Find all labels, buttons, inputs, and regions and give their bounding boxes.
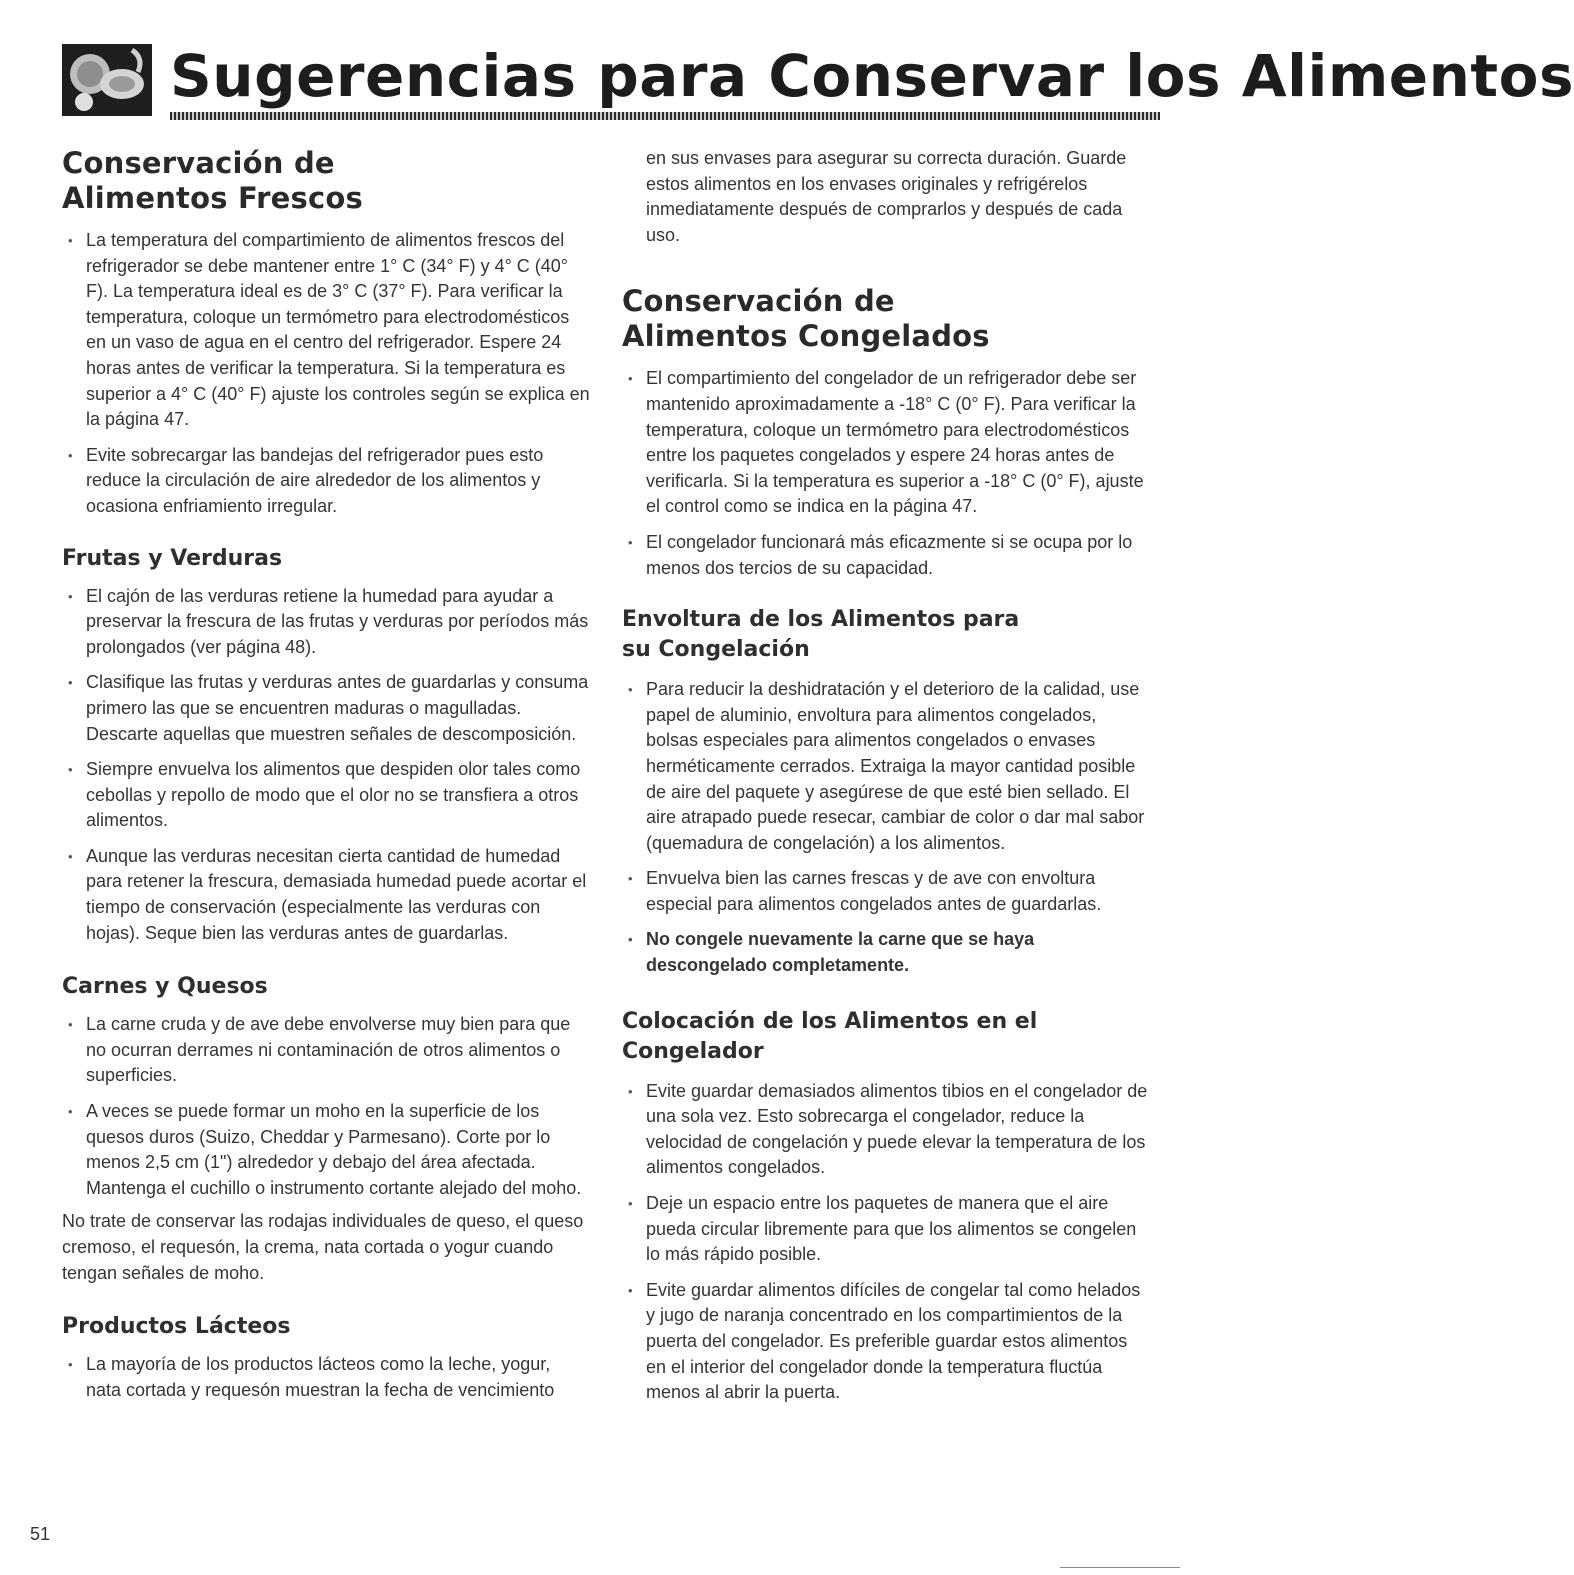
list-item: • Aunque las verduras necesitan cierta cantidad de humedad para retener la frescura, demasiada humedad puede acortar el tiempo de conservación (especialmente las verduras con hojas). Seque bien las verduras antes de guardarlas. — [62, 844, 590, 946]
list-item: • Evite guardar demasiados alimentos tibios en el congelador de una sola vez. Esto sobrecarga el congelador, reduce la velocidad de congelación y puede elevar la temperatura de los alimentos congelados. — [622, 1079, 1152, 1181]
list-item: • Deje un espacio entre los paquetes de manera que el aire pueda circular libremente para que los alimentos se congelen lo más rápido posible. — [622, 1191, 1152, 1268]
page-number: 51 — [30, 1524, 51, 1544]
list-item: • El congelador funcionará más eficazmente si se ocupa por lo menos dos tercios de su capacidad. — [622, 530, 1152, 581]
right-column — [622, 146, 1152, 1406]
list-item: • A veces se puede formar un moho en la superficie de los quesos duros (Suizo, Cheddar y Parmesano). Corte por lo menos 2,5 cm (1") alrededor y debajo del área afectada. Mantenga el cuchillo o instrumento cortante alejado del moho. — [62, 1099, 590, 1201]
list-item: • Envuelva bien las carnes frescas y de ave con envoltura especial para alimentos congelados antes de guardarlas. — [622, 866, 1152, 917]
list-item: • Evite sobrecargar las bandejas del refrigerador pues esto reduce la circulación de aire alrededor de los alimentos y ocasiona enfriamiento irregular. — [62, 443, 590, 520]
list-item: • Para reducir la deshidratación y el deterioro de la calidad, use papel de aluminio, envoltura para alimentos congelados, bolsas especiales para alimentos congelados o envases herméticamente cerrados. Extraiga la mayor cantidad posible de aire del paquete y asegúrese de que esté bien sellado. El aire atrapado puede resecar, cambiar de color o dar mal sabor (quemadura de congelación) a los alimentos. — [622, 677, 1152, 856]
heading-dairy-products: Productos Lácteos — [62, 1314, 291, 1340]
fruits-vegetables-list — [62, 584, 590, 947]
list-item: • La temperatura del compartimiento de alimentos frescos del refrigerador se debe mantener entre 1° C (34° F) y 4° C (40° F). La temperatura ideal es de 3° C (37° F). Para verificar la temperatura, coloque un termómetro para electrodomésticos en un vaso de agua en el centro del refrigerador. Espere 24 horas antes de verificar la temperatura. Si la temperatura es superior a 4° C (40° F) ajuste los controles según se explica en la página 47. — [62, 228, 590, 433]
list-item: • Siempre envuelva los alimentos que despiden olor tales como cebollas y repollo de modo que el olor no se transfiera a otros alimentos. — [62, 757, 590, 834]
freezer-placement-list — [622, 1079, 1152, 1406]
heading-fruits-vegetables: Frutas y Verduras — [62, 545, 283, 571]
meats-cheeses-list — [62, 1012, 590, 1201]
list-item: • La mayoría de los productos lácteos como la leche, yogur, nata cortada y requesón muestran la fecha de vencimiento — [62, 1352, 590, 1403]
frozen-foods-list — [622, 366, 1152, 581]
footer-rule — [1060, 1567, 1180, 1568]
list-item: • La carne cruda y de ave debe envolverse muy bien para que no ocurran derrames ni contaminación de otros alimentos o superficies. — [62, 1012, 590, 1089]
food-photo-icon — [62, 44, 152, 116]
list-item: • Clasifique las frutas y verduras antes de guardarlas y consuma primero las que se encuentren maduras o magulladas. Descarte aquellas que muestren señales de descomposición. — [62, 670, 590, 747]
left-column — [62, 146, 590, 1403]
dairy-products-list — [62, 1352, 590, 1403]
list-item: • Evite guardar alimentos difíciles de congelar tal como helados y jugo de naranja concentrado en los compartimientos de la puerta del congelador. Es preferible guardar estos alimentos en el interior del congelador donde la temperatura fluctúa menos al abrir la puerta. — [622, 1278, 1152, 1406]
heading-fresh-foods: Conservación de Alimentos Frescos — [62, 146, 363, 215]
dairy-continuation-text: en sus envases para asegurar su correcta duración. Guarde estos alimentos en los envases originales y refrigérelos inmediatamente después de comprarlos y después de cada uso. — [646, 148, 1127, 245]
heading-wrapping-foods: Envoltura de los Alimentos para su Congelación — [622, 607, 1020, 663]
heading-freezer-placement: Colocación de los Alimentos en el Congelador — [622, 1008, 1038, 1064]
list-item: • El cajón de las verduras retiene la humedad para ayudar a preservar la frescura de las frutas y verduras por períodos más prolongados (ver página 48). — [62, 584, 590, 661]
page-header — [62, 40, 1574, 120]
title-underline — [170, 112, 1160, 120]
mold-warning-paragraph: No trate de conservar las rodajas individuales de queso, el queso cremoso, el requesón, la crema, nata cortada o yogur cuando tengan señales de moho. — [62, 1211, 584, 1283]
wrapping-foods-list — [622, 677, 1152, 979]
heading-frozen-foods: Conservación de Alimentos Congelados — [622, 284, 990, 354]
refreeze-warning: • No congele nuevamente la carne que se haya descongelado completamente. — [622, 927, 1152, 978]
heading-meats-cheeses: Carnes y Quesos — [62, 974, 268, 1000]
list-item: • El compartimiento del congelador de un refrigerador debe ser mantenido aproximadamente a -18° C (0° F). Para verificar la temperatura, coloque un termómetro para electrodomésticos entre los paquetes congelados y espere 24 horas antes de verificarla. Si la temperatura es superior a -18° C (0° F), ajuste el control como se indica en la página 47. — [622, 366, 1152, 520]
page-title: Sugerencias para Conservar los Alimentos — [170, 42, 1574, 110]
fresh-foods-list — [62, 228, 590, 520]
